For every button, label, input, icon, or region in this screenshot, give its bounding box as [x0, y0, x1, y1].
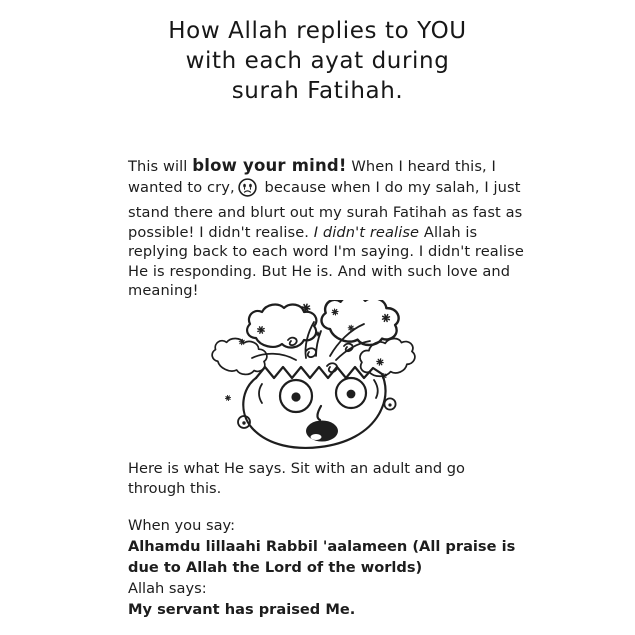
intro-emphasis: I didn't realise: [313, 223, 420, 241]
intro-text-4: Allah is replying back to each word I'm saying. I didn't realise He is responding. But He is. And with such love and meaning!: [128, 223, 524, 299]
intro-text-3: because when I do my salah, I just stand there and blurt out my surah Fatihah as fast as possible! I didn't realise.: [128, 178, 523, 241]
crying-face-icon: [237, 177, 258, 204]
page-title: [0, 16, 635, 106]
instruction-paragraph: [128, 459, 524, 499]
reply-text: My servant has praised Me.: [128, 601, 356, 618]
blow-your-mind-highlight: blow your mind!: [192, 156, 347, 175]
dialogue-section: [128, 515, 532, 620]
mind-blown-head-illustration: [198, 300, 440, 462]
title-line-2: with each ayat during: [185, 48, 450, 74]
title-line-3: surah Fatihah.: [231, 78, 404, 104]
recitation-text: Alhamdu lillaahi Rabbil 'aalameen (All praise is due to Allah the Lord of the worlds): [128, 538, 516, 576]
intro-text-2: When I heard this, I wanted to cry,: [128, 158, 496, 196]
intro-text-1: This will: [128, 158, 193, 175]
instruction-text: Here is what He says. Sit with an adult and go through this.: [128, 460, 465, 497]
when-you-say-label: When you say:: [128, 517, 236, 534]
title-line-1: How Allah replies to YOU: [168, 18, 467, 44]
allah-says-label: Allah says:: [128, 580, 207, 597]
intro-paragraph: [128, 156, 524, 301]
